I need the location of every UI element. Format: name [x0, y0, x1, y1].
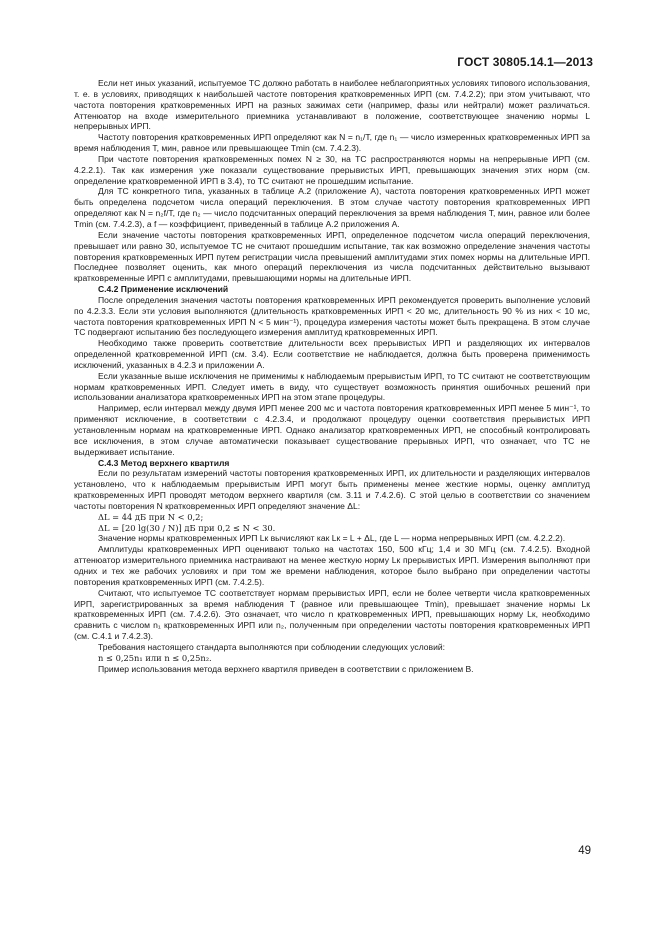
- document-body: [74, 78, 590, 674]
- paragraph-requirements: Требования настоящего стандарта выполняются при соблюдении следующих условий:: [98, 641, 445, 652]
- paragraph-switching-count: Для ТС конкретного типа, указанных в таблице А.2 (приложение А), частота повторения кратковременных ИРП может быть определена подсчетом числа операций переключения. В этом случае частоту повторения кратковременных ИРП определяют как N = n₂f/T, где n₂ — число подсчитанных операций переключения за время наблюдения T, мин, равное или более Tmin (см. 7.4.2.3), а f — коэффициент, приведенный в таблице А.2 приложения А.: [74, 186, 590, 229]
- formula-delta-l-range: ΔL = [20 lg(30 / N)] дБ при 0,2 ≤ N < 30.: [98, 522, 276, 533]
- paragraph-example-interval: Например, если интервал между двумя ИРП менее 200 мс и частота повторения кратковременных ИРП менее 5 мин⁻¹, то применяют исключение, в соответствии с 4.2.3.4, и продолжают процедуру оценки соответствия прерывистых ИРП установленным нормам на кратковременные ИРП. Однако анализатор кратковременных ИРП, не способный контролировать все исключения, в этом случае автоматически показывает существование прерывных ИРП, что означает, что ТС не выдерживает испытание.: [74, 403, 590, 457]
- paragraph-continuous-limits: При частоте повторения кратковременных помех N ≥ 30, на ТС распространяются нормы на непрерывные ИРП (см. 4.2.2.1). Так как измерения уже показали существование прерывистых ИРП, превышающих значения этих норм (см. определение кратковременной ИРП в 3.4), то ТС считают не прошедшим испытание.: [74, 153, 590, 186]
- paragraph-compliance-criterion: Считают, что испытуемое ТС соответствует нормам прерывистых ИРП, если не более четверти числа кратковременных ИРП, зарегистрированных за время наблюдения T (равное или превышающее Tmin), превышает значение нормы Lк кратковременных ИРП (см. 7.4.2.6). Это означает, что число n кратковременных ИРП, превышающих норму Lк, необходимо сравнить с числом n₁ кратковременных ИРП или n₂, полученным при определении частоты повторения кратковременных ИРП (см. С.4.1 и 7.4.2.3).: [74, 587, 590, 642]
- paragraph-amplitude-frequencies: Амплитуды кратковременных ИРП оценивают только на частотах 150, 500 кГц; 1,4 и 30 МГц (см. 7.4.2.5). Входной аттенюатор измерительного приемника настраивают на менее жесткую норму Lк прерывистых ИРП. Измерения выполняют при одних и тех же рабочих условиях и при том же времени наблюдения, которое было выбрано при определении частоты повторения кратковременных ИРП (см. 7.4.2.5).: [74, 544, 590, 587]
- formula-quartile-condition: n ≤ 0,25n₁ или n ≤ 0,25n₂.: [98, 652, 212, 663]
- paragraph-exceptions-check: После определения значения частоты повторения кратковременных ИРП рекомендуется проверить выполнение условий по 4.2.3.3. Если эти условия выполняются (длительность кратковременных ИРП < 20 мс, длительность 90 % из них < 10 мс, частота повторения кратковременных ИРП N < 5 мин⁻¹), процедура измерения частоты может быть прекращена. В этом случае ТС подвергают испытанию без последующего измерения амплитуд кратковременных ИРП.: [74, 294, 590, 338]
- paragraph-upper-quartile-method: Если по результатам измерений частоты повторения кратковременных ИРП, их длительности и разделяющих интервалов установлено, что к наблюдаемым прерывистым ИРП могут быть применены менее жесткие нормы, оценку амплитуд кратковременных ИРП проводят методом верхнего квартиля (см. 3.11 и 7.4.2.6). С этой целью в соответствии со значением частоты повторения N кратковременных ИРП определяют значение ΔL:: [74, 468, 590, 511]
- paragraph-non-compliance: Если указанные выше исключения не применимы к наблюдаемым прерывистым ИРП, то ТС считают не соответствующим нормам кратковременных ИРП. Следует иметь в виду, что существует возможность принятия ошибочных решений при использовании анализатора кратковременных ИРП на этом этапе процедуры.: [74, 370, 590, 403]
- document-standard-header: ГОСТ 30805.14.1—2013: [457, 55, 593, 69]
- paragraph-duration-check: Необходимо также проверить соответствие длительности всех прерывистых ИРП и разделяющих их интервалов определенной кратковременной ИРП (см. 3.4). Если соответствие не наблюдается, должна быть проверена применимость исключений, указанных в 4.2.3 и приложении А.: [74, 338, 590, 370]
- paragraph-test-conditions: Если нет иных указаний, испытуемое ТС должно работать в наиболее неблагоприятных условиях типового использования, т. е. в условиях, приводящих к наибольшей частоте повторения кратковременных ИРП (см. 7.4.2.2); при этом учитывают, что частота повторения кратковременных ИРП на разных зажимах сети (например, фазы или нейтрали) может различаться. Аттенюатор на входе измерительного приемника устанавливают в положение, соответствующее значению нормы L непрерывных ИРП.: [74, 78, 590, 132]
- paragraph-repetition-rate: Частоту повторения кратковременных ИРП определяют как N = n₁/T, где n₁ — число измеренных кратковременных ИРП за время наблюдения T, мин, равное или превышающее Tmin (см. 7.4.2.3).: [74, 132, 590, 154]
- paragraph-appendix-reference: Пример использования метода верхнего квартиля приведен в соответствии с приложением В.: [98, 663, 474, 674]
- section-heading-upper-quartile: С.4.3 Метод верхнего квартиля: [98, 457, 230, 468]
- paragraph-click-limit: Значение нормы кратковременных ИРП Lк вычисляют как Lк = L + ΔL, где L — норма непрерывных ИРП (см. 4.2.2.2).: [98, 533, 566, 544]
- page-number: 49: [578, 845, 591, 857]
- section-heading-exceptions: С.4.2 Применение исключений: [98, 284, 229, 295]
- formula-delta-l-low: ΔL = 44 дБ при N < 0,2;: [98, 511, 204, 522]
- paragraph-switching-threshold: Если значение частоты повторения кратковременных ИРП, определенное подсчетом числа операций переключения, превышает или равно 30, испытуемое ТС не считают прошедшим испытание, так как возможно определение значения частоты повторения кратковременных ИРП путем регистрации числа превышений амплитудами этих помех нормы на длительные ИРП. Последнее позволяет оценить, как много операций переключения из числа подсчитанных действительно вызывают кратковременные ИРП с амплитудами, превышающими нормы на длительные ИРП.: [74, 229, 590, 284]
